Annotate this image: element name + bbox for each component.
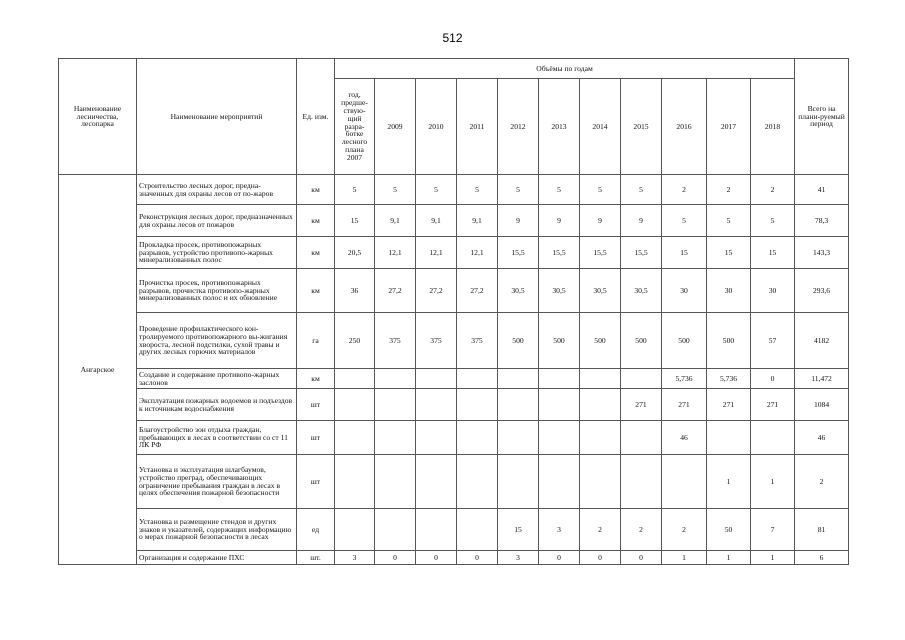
year-value-cell bbox=[457, 369, 498, 389]
year-value-cell: 5 bbox=[457, 175, 498, 205]
year-value-cell: 2 bbox=[621, 509, 662, 551]
year-value-cell: 9,1 bbox=[457, 205, 498, 237]
year-value-cell bbox=[580, 369, 621, 389]
year-value-cell: 30,5 bbox=[498, 269, 539, 313]
year-value-cell: 0 bbox=[580, 551, 621, 565]
year-value-cell: 50 bbox=[707, 509, 751, 551]
year-value-cell: 15,5 bbox=[621, 237, 662, 269]
year-value-cell: 7 bbox=[751, 509, 795, 551]
year-value-cell bbox=[621, 455, 662, 509]
table-row bbox=[59, 313, 849, 369]
year-value-cell bbox=[580, 389, 621, 421]
header-forestry: Наименование лесничества, лесопарка bbox=[59, 59, 137, 175]
year-value-cell: 3 bbox=[498, 551, 539, 565]
total-cell: 11,472 bbox=[795, 369, 849, 389]
year-value-cell: 9 bbox=[580, 205, 621, 237]
year-value-cell bbox=[662, 455, 707, 509]
total-cell: 4182 bbox=[795, 313, 849, 369]
forestry-name-cell: Ангарское bbox=[59, 175, 137, 565]
header-prior-year: год, предше-ствую-щий разра-ботке лесного плана 2007 bbox=[335, 79, 375, 175]
measure-cell: Строительство лесных дорог, предна-значенных для охраны лесов от по-жаров bbox=[137, 175, 297, 205]
year-value-cell: 5 bbox=[539, 175, 580, 205]
total-cell: 46 bbox=[795, 421, 849, 455]
unit-cell: шт bbox=[297, 421, 335, 455]
header-year: 2012 bbox=[498, 79, 539, 175]
total-cell: 1084 bbox=[795, 389, 849, 421]
year-value-cell bbox=[416, 421, 457, 455]
year-value-cell bbox=[539, 421, 580, 455]
unit-cell: шт bbox=[297, 455, 335, 509]
year-value-cell bbox=[539, 389, 580, 421]
year-value-cell bbox=[457, 421, 498, 455]
unit-cell: км bbox=[297, 205, 335, 237]
year-value-cell: 15 bbox=[707, 237, 751, 269]
year-value-cell bbox=[457, 509, 498, 551]
year-value-cell: 5 bbox=[580, 175, 621, 205]
year-value-cell bbox=[539, 455, 580, 509]
year-value-cell bbox=[375, 389, 416, 421]
year-value-cell: 9 bbox=[621, 205, 662, 237]
year-value-cell bbox=[375, 455, 416, 509]
year-value-cell: 500 bbox=[580, 313, 621, 369]
year-value-cell: 57 bbox=[751, 313, 795, 369]
year-value-cell bbox=[457, 455, 498, 509]
year-value-cell: 9,1 bbox=[416, 205, 457, 237]
prior-year-cell bbox=[335, 369, 375, 389]
year-value-cell: 5,736 bbox=[707, 369, 751, 389]
table-row bbox=[59, 455, 849, 509]
unit-cell: км bbox=[297, 175, 335, 205]
year-value-cell: 500 bbox=[621, 313, 662, 369]
year-value-cell: 0 bbox=[457, 551, 498, 565]
year-value-cell bbox=[416, 455, 457, 509]
unit-cell: ед bbox=[297, 509, 335, 551]
year-value-cell: 271 bbox=[707, 389, 751, 421]
table-row bbox=[59, 389, 849, 421]
total-cell: 78,3 bbox=[795, 205, 849, 237]
unit-cell: км bbox=[297, 269, 335, 313]
total-cell: 2 bbox=[795, 455, 849, 509]
year-value-cell: 2 bbox=[751, 175, 795, 205]
year-value-cell bbox=[580, 455, 621, 509]
unit-cell: шт. bbox=[297, 551, 335, 565]
year-value-cell: 9,1 bbox=[375, 205, 416, 237]
year-value-cell: 12,1 bbox=[416, 237, 457, 269]
year-value-cell: 30 bbox=[707, 269, 751, 313]
total-cell: 81 bbox=[795, 509, 849, 551]
year-value-cell: 3 bbox=[539, 509, 580, 551]
year-value-cell bbox=[375, 369, 416, 389]
year-value-cell bbox=[498, 369, 539, 389]
year-value-cell: 5 bbox=[751, 205, 795, 237]
year-value-cell: 30 bbox=[751, 269, 795, 313]
year-value-cell: 0 bbox=[751, 369, 795, 389]
prior-year-cell: 3 bbox=[335, 551, 375, 565]
year-value-cell: 375 bbox=[457, 313, 498, 369]
total-cell: 41 bbox=[795, 175, 849, 205]
year-value-cell: 15 bbox=[751, 237, 795, 269]
year-value-cell: 5 bbox=[621, 175, 662, 205]
header-year: 2013 bbox=[539, 79, 580, 175]
year-value-cell: 0 bbox=[375, 551, 416, 565]
header-year: 2014 bbox=[580, 79, 621, 175]
year-value-cell: 30,5 bbox=[580, 269, 621, 313]
year-value-cell: 5 bbox=[707, 205, 751, 237]
year-value-cell bbox=[539, 369, 580, 389]
table-row bbox=[59, 551, 849, 565]
page-number: 512 bbox=[442, 31, 463, 45]
table-row bbox=[59, 269, 849, 313]
header-unit: Ед. изм. bbox=[297, 59, 335, 175]
year-value-cell: 271 bbox=[751, 389, 795, 421]
header-year: 2009 bbox=[375, 79, 416, 175]
table-row bbox=[59, 421, 849, 455]
measure-cell: Прочистка просек, противопожарных разрывов, прочистка противопо-жарных минерализованных полос и их обновление bbox=[137, 269, 297, 313]
year-value-cell: 15 bbox=[498, 509, 539, 551]
header-year: 2011 bbox=[457, 79, 498, 175]
measure-cell: Прокладка просек, противопожарных разрывов, устройство противопо-жарных минерализованных полос bbox=[137, 237, 297, 269]
year-value-cell: 0 bbox=[416, 551, 457, 565]
year-value-cell: 15 bbox=[662, 237, 707, 269]
year-value-cell: 9 bbox=[498, 205, 539, 237]
forest-measures-table bbox=[58, 58, 849, 565]
header-year: 2016 bbox=[662, 79, 707, 175]
year-value-cell bbox=[416, 389, 457, 421]
measure-cell: Создание и содержание противопо-жарных заслонов bbox=[137, 369, 297, 389]
year-value-cell: 1 bbox=[751, 551, 795, 565]
year-value-cell: 9 bbox=[539, 205, 580, 237]
table-row bbox=[59, 205, 849, 237]
year-value-cell bbox=[621, 421, 662, 455]
year-value-cell: 2 bbox=[707, 175, 751, 205]
measure-cell: Благоустройство зон отдыха граждан, пребывающих в лесах в соответствии со ст 11 ЛК РФ bbox=[137, 421, 297, 455]
total-cell: 6 bbox=[795, 551, 849, 565]
year-value-cell: 5 bbox=[416, 175, 457, 205]
year-value-cell bbox=[621, 369, 662, 389]
prior-year-cell: 20,5 bbox=[335, 237, 375, 269]
header-year: 2015 bbox=[621, 79, 662, 175]
prior-year-cell bbox=[335, 421, 375, 455]
year-value-cell bbox=[416, 369, 457, 389]
measure-cell: Установка и размещение стендов и других знаков и указателей, содержащих информацию о мерах пожарной безопасности в лесах bbox=[137, 509, 297, 551]
table-row bbox=[59, 175, 849, 205]
unit-cell: шт bbox=[297, 389, 335, 421]
unit-cell: км bbox=[297, 237, 335, 269]
header-total: Всего на плани-руемый период bbox=[795, 59, 849, 175]
prior-year-cell: 250 bbox=[335, 313, 375, 369]
header-year: 2018 bbox=[751, 79, 795, 175]
year-value-cell: 271 bbox=[621, 389, 662, 421]
header-year: 2010 bbox=[416, 79, 457, 175]
year-value-cell: 30,5 bbox=[621, 269, 662, 313]
year-value-cell: 27,2 bbox=[457, 269, 498, 313]
year-value-cell: 500 bbox=[662, 313, 707, 369]
year-value-cell: 500 bbox=[498, 313, 539, 369]
year-value-cell: 0 bbox=[621, 551, 662, 565]
prior-year-cell bbox=[335, 389, 375, 421]
table-row bbox=[59, 509, 849, 551]
header-year: 2017 bbox=[707, 79, 751, 175]
year-value-cell: 30,5 bbox=[539, 269, 580, 313]
year-value-cell bbox=[751, 421, 795, 455]
year-value-cell: 5 bbox=[662, 205, 707, 237]
year-value-cell bbox=[416, 509, 457, 551]
prior-year-cell: 5 bbox=[335, 175, 375, 205]
total-cell: 293,6 bbox=[795, 269, 849, 313]
year-value-cell: 2 bbox=[662, 509, 707, 551]
year-value-cell: 27,2 bbox=[416, 269, 457, 313]
unit-cell: км bbox=[297, 369, 335, 389]
year-value-cell: 2 bbox=[662, 175, 707, 205]
year-value-cell: 1 bbox=[707, 551, 751, 565]
year-value-cell: 0 bbox=[539, 551, 580, 565]
year-value-cell: 27,2 bbox=[375, 269, 416, 313]
year-value-cell bbox=[498, 389, 539, 421]
year-value-cell bbox=[580, 421, 621, 455]
total-cell: 143,3 bbox=[795, 237, 849, 269]
year-value-cell: 5 bbox=[498, 175, 539, 205]
year-value-cell bbox=[375, 509, 416, 551]
year-value-cell: 1 bbox=[707, 455, 751, 509]
measure-cell: Организация и содержание ПХС bbox=[137, 551, 297, 565]
prior-year-cell bbox=[335, 509, 375, 551]
year-value-cell bbox=[498, 421, 539, 455]
year-value-cell: 500 bbox=[539, 313, 580, 369]
year-value-cell: 30 bbox=[662, 269, 707, 313]
year-value-cell: 1 bbox=[751, 455, 795, 509]
year-value-cell: 5,736 bbox=[662, 369, 707, 389]
measure-cell: Эксплуатация пожарных водоемов и подъездов к источникам водоснабжения bbox=[137, 389, 297, 421]
year-value-cell: 12,1 bbox=[457, 237, 498, 269]
prior-year-cell: 15 bbox=[335, 205, 375, 237]
year-value-cell: 46 bbox=[662, 421, 707, 455]
measure-cell: Проведение профилактического кон-тролируемого противопожарного вы-жигания хвороста, лесной подстилки, сухой травы и других лесных горючих материалов bbox=[137, 313, 297, 369]
year-value-cell: 5 bbox=[375, 175, 416, 205]
year-value-cell: 500 bbox=[707, 313, 751, 369]
header-measure: Наименование мероприятий bbox=[137, 59, 297, 175]
prior-year-cell bbox=[335, 455, 375, 509]
prior-year-cell: 36 bbox=[335, 269, 375, 313]
year-value-cell: 15,5 bbox=[539, 237, 580, 269]
year-value-cell bbox=[457, 389, 498, 421]
year-value-cell bbox=[375, 421, 416, 455]
table-row bbox=[59, 369, 849, 389]
measure-cell: Реконструкция лесных дорог, предназначенных для охраны лесов от пожаров bbox=[137, 205, 297, 237]
year-value-cell: 1 bbox=[662, 551, 707, 565]
year-value-cell bbox=[498, 455, 539, 509]
table-body bbox=[59, 175, 849, 565]
year-value-cell: 271 bbox=[662, 389, 707, 421]
year-value-cell: 2 bbox=[580, 509, 621, 551]
year-value-cell: 375 bbox=[375, 313, 416, 369]
year-value-cell: 375 bbox=[416, 313, 457, 369]
table-row bbox=[59, 237, 849, 269]
year-value-cell: 15,5 bbox=[580, 237, 621, 269]
header-volumes-by-year: Объёмы по годам bbox=[335, 59, 795, 79]
unit-cell: га bbox=[297, 313, 335, 369]
measure-cell: Установка и эксплуатация шлагбаумов, устройство преград, обеспечивающих ограничение пребывания граждан в лесах в целях обеспечения пожарной безопасности bbox=[137, 455, 297, 509]
year-value-cell bbox=[707, 421, 751, 455]
year-value-cell: 15,5 bbox=[498, 237, 539, 269]
year-value-cell: 12,1 bbox=[375, 237, 416, 269]
